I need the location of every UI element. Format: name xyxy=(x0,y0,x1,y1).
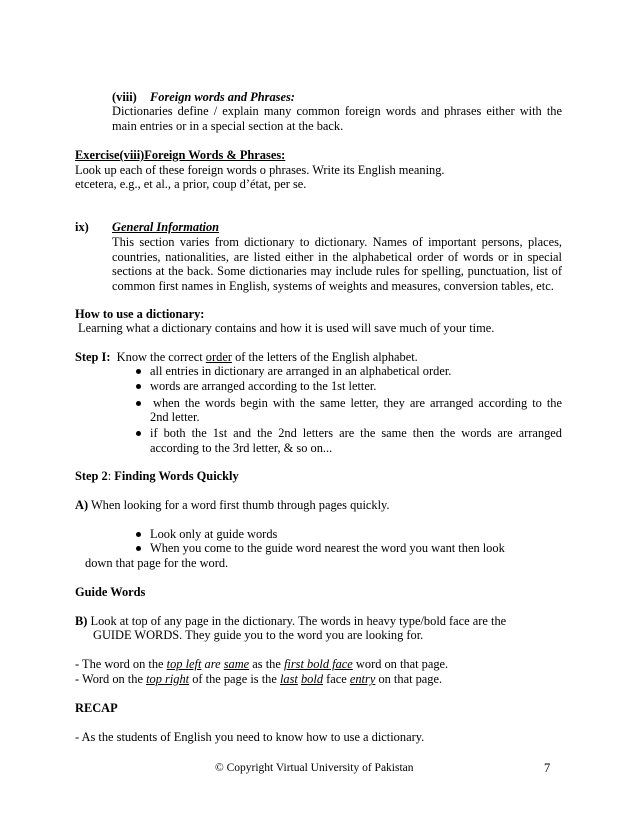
rule-2-bold: bold xyxy=(300,672,324,686)
step-2-a-bullet-1: Look only at guide words xyxy=(150,527,278,541)
step-1-bullet-1: all entries in dictionary are arranged in an alphabetical order. xyxy=(150,364,452,378)
footer-copyright: © Copyright Virtual University of Pakistan xyxy=(215,762,414,774)
step-2-title: Finding Words Quickly xyxy=(114,469,239,483)
step-1-bullet-4-line-1: if both the 1st and the 2nd letters are the same then the words are arranged xyxy=(150,426,562,440)
step-2-a-label: A) xyxy=(75,498,89,512)
section-viii-heading: Foreign words and Phrases: xyxy=(150,90,295,104)
step-2-b-line-1 xyxy=(75,614,506,629)
rule-2-text-c: face xyxy=(326,672,347,686)
how-to-heading: How to use a dictionary: xyxy=(75,307,205,321)
rule-1-text-b: as the xyxy=(252,657,281,671)
rule-1-same: same xyxy=(223,657,250,671)
step-2-a-bullet-2-continuation: down that page for the word. xyxy=(85,556,229,570)
rule-1-text-are: are xyxy=(204,657,221,671)
guide-rule-2 xyxy=(75,672,442,687)
bullet-icon xyxy=(136,384,141,389)
step-1-bullet-2: words are arranged according to the 1st letter. xyxy=(150,379,377,393)
step-2-label: Step 2 xyxy=(75,469,108,483)
rule-1-text-a: - The word on the xyxy=(75,657,164,671)
section-ix-heading: General Information xyxy=(112,220,220,234)
exercise-heading: Exercise(viii)Foreign Words & Phrases: xyxy=(75,148,286,162)
bullet-icon xyxy=(136,401,141,406)
rule-2-last: last xyxy=(279,672,298,686)
guide-words-heading: Guide Words xyxy=(75,585,146,599)
step-2-a-bullet-2: When you come to the guide word nearest the word you want then look xyxy=(150,541,505,555)
exercise-instructions: Look up each of these foreign words o phrases. Write its English meaning. xyxy=(75,163,445,177)
bullet-icon xyxy=(136,369,141,374)
recap-text: - As the students of English you need to know how to use a dictionary. xyxy=(75,730,425,744)
rule-1-first-bold-face: first bold face xyxy=(283,657,353,671)
section-ix-number: ix) xyxy=(75,220,89,234)
rule-2-text-a: - Word on the xyxy=(75,672,143,686)
section-ix-line-3: sections at the back. Some dictionaries may include rules for spelling, punctuation, list of xyxy=(112,264,562,278)
step-1-line xyxy=(75,350,418,365)
page-number: 7 xyxy=(544,761,551,775)
rule-2-text-d: on that page. xyxy=(378,672,443,686)
step-1-text-pre: Know the correct xyxy=(116,350,203,364)
section-viii-number: (viii) xyxy=(112,90,137,104)
step-1-bullet-3-line-2: 2nd letter. xyxy=(150,410,200,424)
guide-rule-1 xyxy=(75,657,448,672)
step-1-bullet-4-line-2: according to the 3rd letter, & so on... xyxy=(150,441,333,455)
step-1-text-underlined: order xyxy=(205,350,232,364)
recap-heading: RECAP xyxy=(75,701,118,715)
bullet-icon xyxy=(136,431,141,436)
rule-2-text-b: of the page is the xyxy=(192,672,277,686)
step-2-b-label: B) xyxy=(75,614,88,628)
step-2-a-text: When looking for a word first thumb through pages quickly. xyxy=(90,498,390,512)
step-2-heading xyxy=(75,469,239,484)
step-2-b-text: Look at top of any page in the dictionary. The words in heavy type/bold face are the xyxy=(90,614,507,628)
step-1-text-post: of the letters of the English alphabet. xyxy=(235,350,418,364)
rule-1-top-left: top left xyxy=(166,657,202,671)
section-ix-line-2: countries, nationalities, are listed either in the alphabetical order of words or in special xyxy=(112,250,562,264)
rule-2-entry: entry xyxy=(349,672,376,686)
section-ix-line-1: This section varies from dictionary to dictionary. Names of important persons, places, xyxy=(112,235,562,249)
section-viii-line-1: Dictionaries define / explain many common foreign words and phrases either with the xyxy=(112,104,562,118)
bullet-icon xyxy=(136,532,141,537)
step-2-a-line xyxy=(75,498,390,513)
step-1-label: Step I: xyxy=(75,350,111,364)
step-2-colon: : xyxy=(107,469,112,483)
step-2-b-line-2: GUIDE WORDS. They guide you to the word you are looking for. xyxy=(93,628,424,642)
exercise-word-list: etcetera, e.g., et al., a prior, coup d’état, per se. xyxy=(75,177,307,191)
how-to-text: Learning what a dictionary contains and how it is used will save much of your time. xyxy=(78,321,495,335)
step-1-bullet-3-line-1: when the words begin with the same letter, they are arranged according to the xyxy=(153,396,562,410)
bullet-icon xyxy=(136,546,141,551)
section-viii-line-2: main entries or in a special section at the back. xyxy=(112,119,344,133)
rule-1-text-c: word on that page. xyxy=(355,657,449,671)
section-ix-line-4: common first names in English, systems of weights and measures, conversion tables, etc. xyxy=(112,279,554,293)
rule-2-top-right: top right xyxy=(146,672,190,686)
